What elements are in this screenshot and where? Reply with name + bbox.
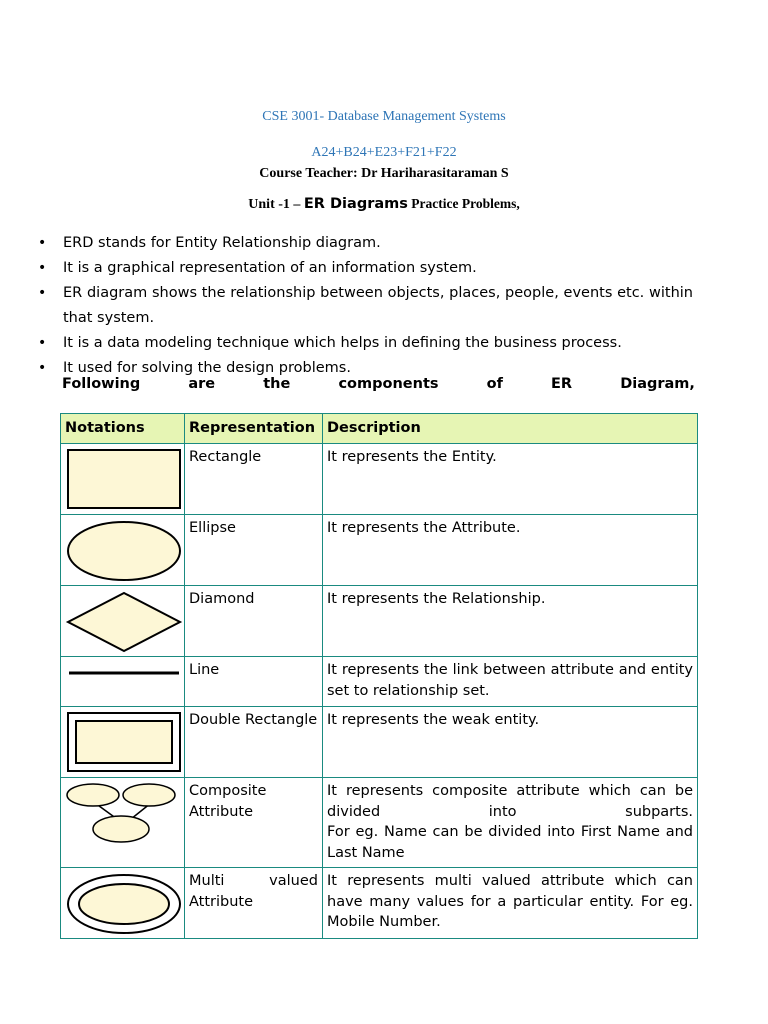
- ellipse-icon: [65, 518, 183, 582]
- table-row: [61, 586, 698, 657]
- header-description: Description: [323, 414, 698, 444]
- table-row: [61, 707, 698, 778]
- description-cell: It represents multi valued attribute which can have many values for a particular entity. For eg. Mobile Number.: [323, 868, 698, 939]
- notation-cell: [61, 707, 185, 778]
- table-header-row: [61, 414, 698, 444]
- representation-cell: Double Rectangle: [185, 707, 323, 778]
- notation-cell: [61, 444, 185, 515]
- representation-cell: Line: [185, 657, 323, 707]
- notation-cell: [61, 778, 185, 868]
- unit-prefix: Unit -1 –: [248, 197, 304, 212]
- course-teacher: Course Teacher: Dr Hariharasitaraman S: [259, 166, 509, 181]
- intro-bullet-list: [38, 231, 693, 381]
- representation-cell: Rectangle: [185, 444, 323, 515]
- intro-word: are: [188, 376, 216, 392]
- line-icon: [65, 660, 183, 690]
- bullet-item: • It used for solving the design problems.: [38, 356, 693, 381]
- description-cell: It represents the Entity.: [323, 444, 698, 515]
- notation-cell: [61, 868, 185, 939]
- intro-word: ER: [551, 376, 573, 392]
- bullet-item: • ERD stands for Entity Relationship diagram.: [38, 231, 693, 256]
- description-cell: [323, 778, 698, 868]
- table-row: [61, 515, 698, 586]
- multivalued-attribute-icon: [65, 871, 183, 935]
- double-rectangle-icon: [65, 710, 183, 774]
- unit-heading: [0, 196, 768, 213]
- diamond-icon: [65, 589, 183, 653]
- representation-cell: Diamond: [185, 586, 323, 657]
- representation-line: Attribute: [189, 893, 254, 910]
- course-sections: A24+B24+E23+F21+F22: [311, 145, 457, 160]
- course-title: CSE 3001- Database Management Systems: [262, 109, 506, 124]
- table-row: [61, 657, 698, 707]
- representation-cell: Composite Attribute: [185, 778, 323, 868]
- description-line: It represents composite attribute which can be: [327, 783, 693, 799]
- description-cell: It represents the link between attribute and entity set to relationship set.: [323, 657, 698, 707]
- description-cell: It represents the Relationship.: [323, 586, 698, 657]
- description-line: divided into subparts.: [327, 803, 693, 820]
- header-notations: Notations: [61, 414, 185, 444]
- intro-word: Diagram,: [620, 376, 695, 392]
- rectangle-icon: [65, 447, 183, 511]
- notation-cell: [61, 657, 185, 707]
- bullet-item: • It is a graphical representation of an information system.: [38, 256, 693, 281]
- notation-cell: [61, 586, 185, 657]
- bullet-item: • It is a data modeling technique which helps in defining the business process.: [38, 331, 693, 356]
- representation-cell: Ellipse: [185, 515, 323, 586]
- intro-word: the: [263, 376, 291, 392]
- header-representation: Representation: [185, 414, 323, 444]
- intro-word: Following: [62, 376, 141, 392]
- bullet-item: • ER diagram shows the relationship between objects, places, people, events etc. within that system.: [38, 281, 693, 331]
- description-line: For eg. Name can be divided into First Name and Last Name: [327, 824, 693, 861]
- notation-cell: [61, 515, 185, 586]
- table-row: [61, 778, 698, 868]
- intro-word: components: [338, 376, 439, 392]
- components-intro: [62, 376, 695, 392]
- representation-line: Multi valued: [189, 873, 318, 889]
- unit-suffix: Practice Problems,: [407, 196, 520, 211]
- unit-topic: ER Diagrams: [303, 196, 408, 212]
- table-row: [61, 868, 698, 939]
- intro-word: of: [486, 376, 503, 392]
- representation-cell: [185, 868, 323, 939]
- table-row: [61, 444, 698, 515]
- description-cell: It represents the weak entity.: [323, 707, 698, 778]
- composite-attribute-icon: [65, 781, 183, 863]
- er-components-table: [60, 413, 698, 939]
- description-cell: It represents the Attribute.: [323, 515, 698, 586]
